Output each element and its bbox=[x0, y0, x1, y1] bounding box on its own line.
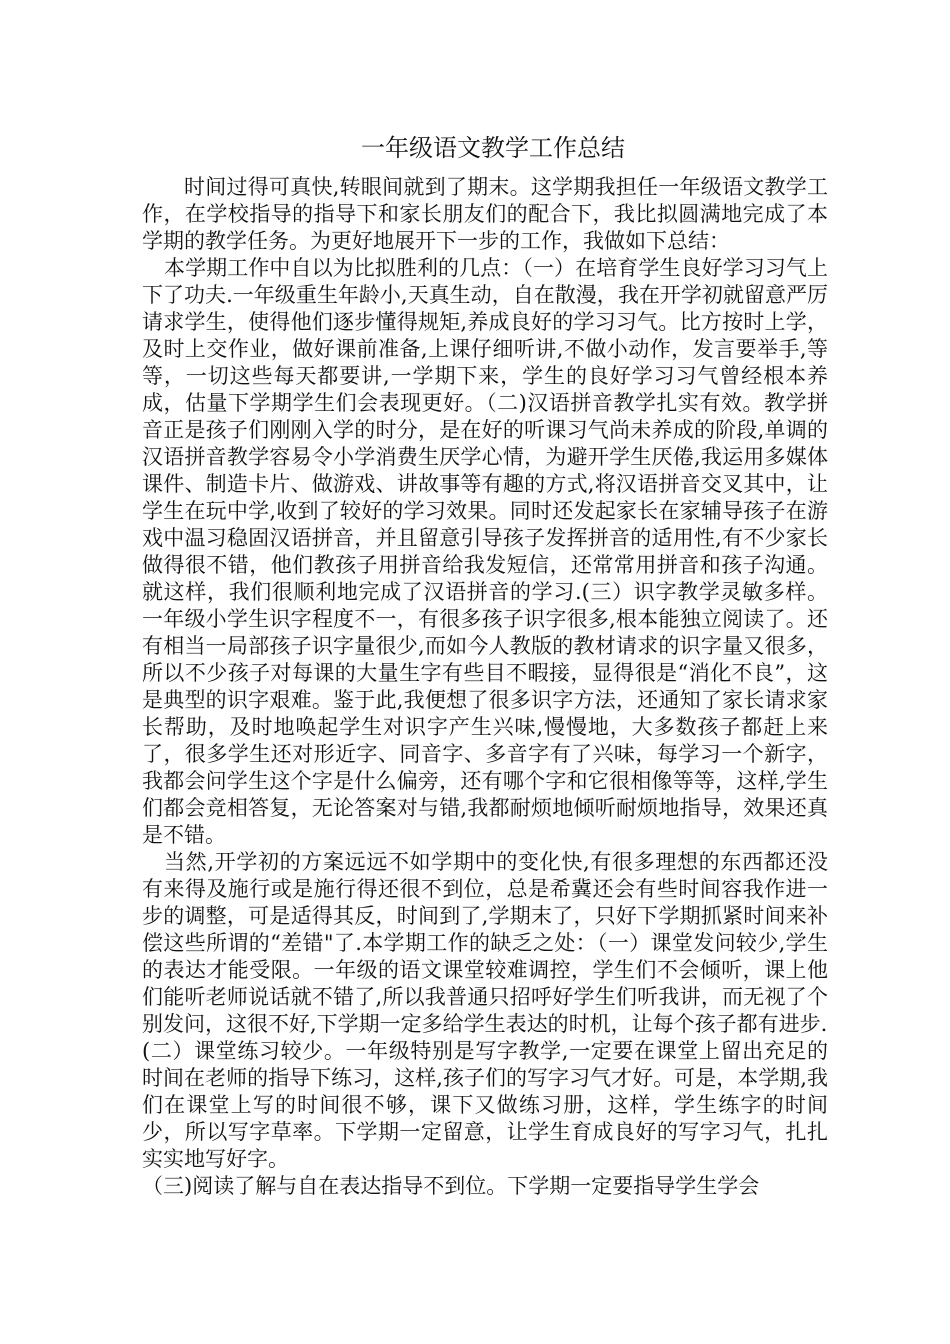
document-body bbox=[142, 130, 828, 1200]
paragraph-reading: （三)阅读了解与自在表达指导不到位。下学期一定要指导学生学会 bbox=[142, 1174, 760, 1198]
paragraph-intro: 时间过得可真快,转眼间就到了期末。这学期我担任一年级语文教学工作，在学校指导的指导下和家长朋友们的配合下，我比拟圆满地完成了本学期的教学任务。为更好地展开下一步的工作，我做如下总结： bbox=[142, 175, 828, 253]
paragraph-shortcomings: 当然,开学初的方案远远不如学期中的变化快,有很多理想的东西都还没有来得及施行或是施行得还很不到位，总是希冀还会有些时间容我作进一步的调整，可是适得其反，时间到了,学期末了，只好下学期抓紧时间来补偿这些所谓的“差错"了.本学期工作的缺乏之处：（一）课堂发问较少,学生的表达才能受限。一年级的语文课堂较难调控，学生们不会倾听，课上他们能听老师说话就不错了,所以我普通只招呼好学生们听我讲，而无视了个别发问，这很不好,下学期一定多给学生表达的时机，让每个孩子都有进步. bbox=[142, 850, 828, 1036]
paragraph-practice: (二）课堂练习较少。一年级特别是写字教学,一定要在课堂上留出充足的时间在老师的指导下练习，这样,孩子们的写字习气才好。可是，本学期,我们在课堂上写的时间很不够，课下又做练习册，这样，学生练字的时间少，所以写字草率。下学期一定留意，让学生育成良好的写字习气，扎扎实实地写好字。 bbox=[142, 1039, 828, 1171]
document-title: 一年级语文教学工作总结 bbox=[361, 134, 625, 162]
paragraph-achievements: 本学期工作中自以为比拟胜利的几点：（一）在培育学生良好学习习气上下了功夫.一年级重生年龄小,天真生动，自在散漫，我在开学初就留意严厉请求学生，使得他们逐步懂得规矩,养成良好的学习习气。比方按时上学，及时上交作业，做好课前准备,上课仔细听讲,不做小动作，发言要举手,等等，一切这些每天都要讲,一学期下来，学生的良好学习习气曾经根本养成，估量下学期学生们会表现更好。（二)汉语拼音教学扎实有效。教学拼音正是孩子们刚刚入学的时分，是在好的听课习气尚未养成的阶段,单调的汉语拼音教学容易令小学消费生厌学心情，为避开学生厌倦,我运用多媒体课件、制造卡片、做游戏、讲故事等有趣的方式,将汉语拼音交叉其中，让学生在玩中学,收到了较好的学习效果。同时还发起家长在家辅导孩子在游戏中温习稳固汉语拼音，并且留意引导孩子发挥拼音的适用性,有不少家长做得很不错，他们教孩子用拼音给我发短信，还常常用拼音和孩子沟通。就这样，我们很顺利地完成了汉语拼音的学习.(三）识字教学灵敏多样。一年级小学生识字程度不一，有很多孩子识字很多,根本能独立阅读了。还有相当一局部孩子识字量很少,而如今人教版的教材请求的识字量又很多，所以不少孩子对每课的大量生字有些目不暇接，显得很是“消化不良”，这是典型的识字艰难。鉴于此,我便想了很多识字方法，还通知了家长请求家长帮助，及时地唤起学生对识字产生兴味,慢慢地，大多数孩子都赶上来了，很多学生还对形近字、同音字、多音字有了兴味，每学习一个新字，我都会问学生这个字是什么偏旁，还有哪个字和它很相像等等，这样,学生们都会竞相答复，无论答案对与错,我都耐烦地倾听耐烦地指导，效果还真是不错。 bbox=[142, 256, 828, 847]
